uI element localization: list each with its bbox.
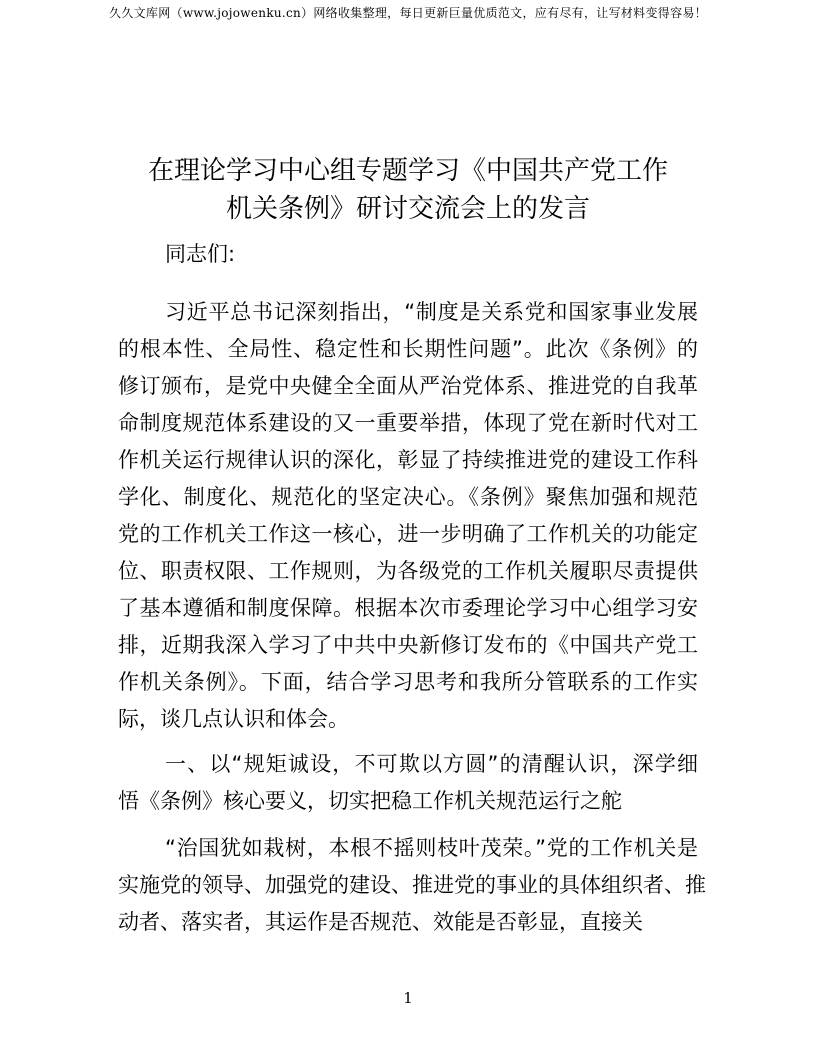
text-line: 排，近期我深入学习了中共中央新修订发布的《中国共产党工 (118, 633, 698, 657)
page-number: 1 (403, 989, 413, 1007)
title-line: 在理论学习中心组专题学习《中国共产党工作 (147, 156, 668, 186)
text-line: 实施党的领导、加强党的建设、推进党的事业的具体组织者、推 (118, 873, 706, 897)
document-title (110, 152, 706, 228)
text-line: 位、职责权限、工作规则，为各级党的工作机关履职尽责提供 (118, 559, 698, 583)
text-line: 悟《条例》核心要义，切实把稳工作机关规范运行之舵 (118, 789, 622, 813)
text-line: 作机关运行规律认识的深化，彰显了持续推进党的建设工作科 (118, 448, 698, 472)
section-heading-1 (118, 746, 698, 820)
text-line: 的根本性、全局性、稳定性和长期性问题”。此次《条例》的 (118, 337, 698, 361)
text-line: 动者、落实者，其运作是否规范、效能是否彰显，直接关 (118, 910, 643, 934)
text-line: 习近平总书记深刻指出，“制度是关系党和国家事业发展 (165, 300, 698, 324)
text-line: 党的工作机关工作这一核心，进一步明确了工作机关的功能定 (118, 522, 698, 546)
text-line: 了基本遵循和制度保障。根据本次市委理论学习中心组学习安 (118, 596, 698, 620)
paragraph-section-1-body (118, 830, 706, 941)
paragraph-introduction (118, 294, 698, 738)
header-source-note: 久久文库网（www.jojowenku.cn）网络收集整理，每日更新巨量优质范文，应有尽有，让写材料变得容易！ (109, 6, 707, 20)
text-line: “治国犹如栽树，本根不摇则枝叶茂荣。”党的工作机关是 (165, 836, 698, 860)
salutation: 同志们: (165, 242, 236, 266)
text-line: 命制度规范体系建设的又一重要举措，体现了党在新时代对工 (118, 411, 698, 435)
text-line: 学化、制度化、规范化的坚定决心。《条例》聚焦加强和规范 (118, 485, 698, 509)
title-line: 机关条例》研讨交流会上的发言 (225, 194, 590, 224)
text-line: 际，谈几点认识和体会。 (118, 707, 349, 731)
text-line: 修订颁布，是党中央健全全面从严治党体系、推进党的自我革 (118, 374, 698, 398)
text-line: 一、以“规矩诚设，不可欺以方圆”的清醒认识，深学细 (165, 752, 698, 776)
text-line: 作机关条例》。下面，结合学习思考和我所分管联系的工作实 (118, 670, 698, 694)
